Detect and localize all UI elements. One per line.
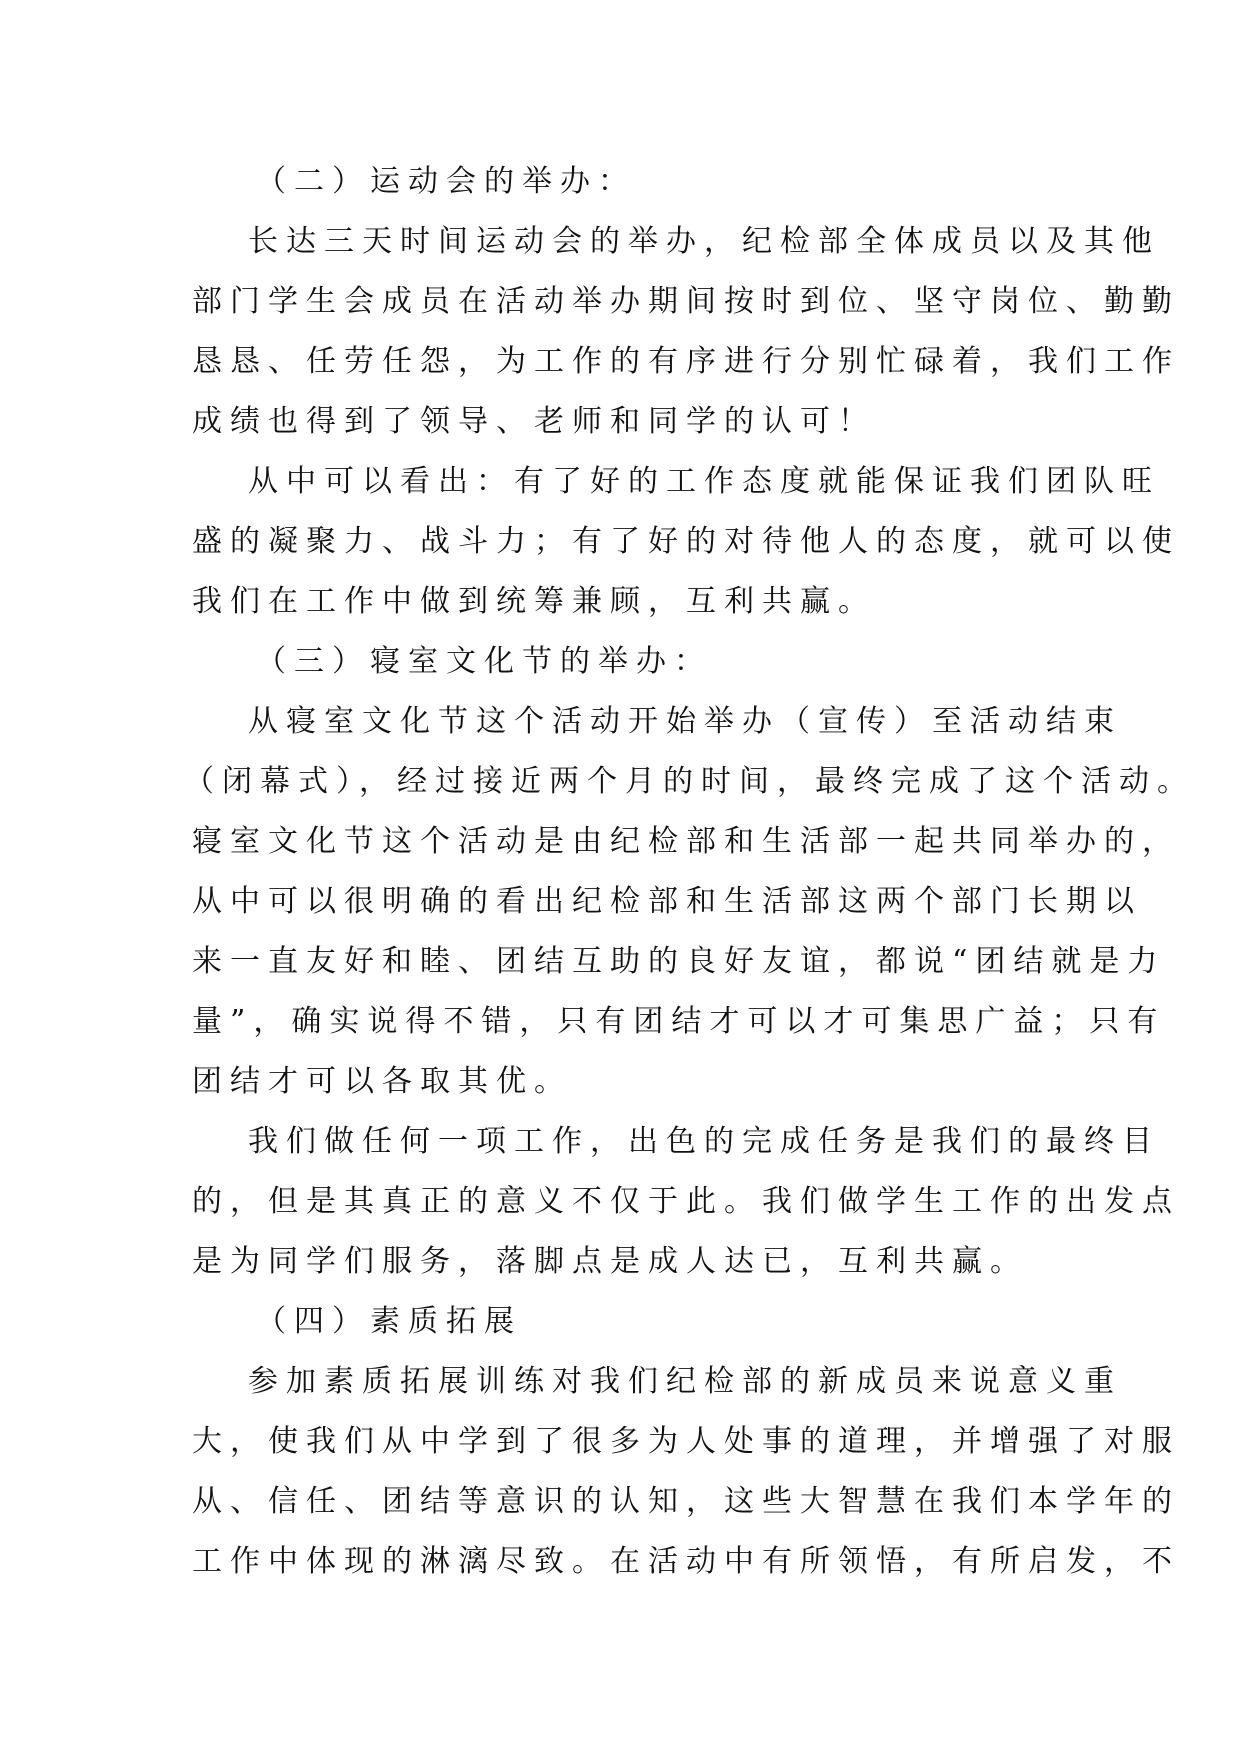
paragraph-line: 参加素质拓展训练对我们纪检部的新成员来说意义重 bbox=[248, 1364, 1122, 1399]
paragraph-line: 的，但是其真正的意义不仅于此。我们做学生工作的出发点 bbox=[192, 1184, 1180, 1219]
paragraph-line: 从寝室文化节这个活动开始举办（宣传）至活动结束 bbox=[248, 704, 1122, 739]
document-body bbox=[184, 152, 1195, 1592]
paragraph-line: 来一直友好和睦、团结互助的良好友谊，都说“团结就是力 bbox=[192, 944, 1166, 979]
paragraph-line: 我们做任何一项工作，出色的完成任务是我们的最终目 bbox=[248, 1124, 1160, 1159]
paragraph-line: 从中可以很明确的看出纪检部和生活部这两个部门长期以 bbox=[192, 884, 1142, 919]
paragraph-line: （闭幕式），经过接近两个月的时间，最终完成了这个活动。 bbox=[184, 764, 1195, 799]
paragraph-line: 部门学生会成员在活动举办期间按时到位、坚守岗位、勤勤 bbox=[192, 284, 1180, 319]
paragraph-line: 量”，确实说得不错，只有团结才可以才可集思广益；只有 bbox=[192, 1004, 1166, 1039]
paragraph-line: 从、信任、团结等意识的认知，这些大智慧在我们本学年的 bbox=[192, 1484, 1180, 1519]
paragraph-line: 大，使我们从中学到了很多为人处事的道理，并增强了对服 bbox=[192, 1424, 1180, 1459]
section-heading-dorm-culture: （三）寝室文化节的举办： bbox=[256, 644, 712, 679]
paragraph-line: 我们在工作中做到统筹兼顾，互利共赢。 bbox=[192, 584, 876, 619]
paragraph-line: 盛的凝聚力、战斗力；有了好的对待他人的态度，就可以使 bbox=[192, 524, 1180, 559]
paragraph-line: 成绩也得到了领导、老师和同学的认可！ bbox=[192, 404, 876, 439]
paragraph-line: 长达三天时间运动会的举办，纪检部全体成员以及其他 bbox=[248, 224, 1160, 259]
paragraph-line: 工作中体现的淋漓尽致。在活动中有所领悟，有所启发，不 bbox=[192, 1544, 1180, 1579]
section-heading-quality-expansion: （四）素质拓展 bbox=[256, 1304, 522, 1339]
paragraph-line: 恳恳、任劳任怨，为工作的有序进行分别忙碌着，我们工作 bbox=[192, 344, 1180, 379]
section-heading-sports-meet: （二）运动会的举办： bbox=[256, 164, 636, 199]
paragraph-line: 团结才可以各取其优。 bbox=[192, 1064, 572, 1099]
paragraph-line: 是为同学们服务，落脚点是成人达已，互利共赢。 bbox=[192, 1244, 1028, 1279]
paragraph-line: 从中可以看出：有了好的工作态度就能保证我们团队旺 bbox=[248, 464, 1160, 499]
paragraph-line: 寝室文化节这个活动是由纪检部和生活部一起共同举办的， bbox=[192, 824, 1180, 859]
